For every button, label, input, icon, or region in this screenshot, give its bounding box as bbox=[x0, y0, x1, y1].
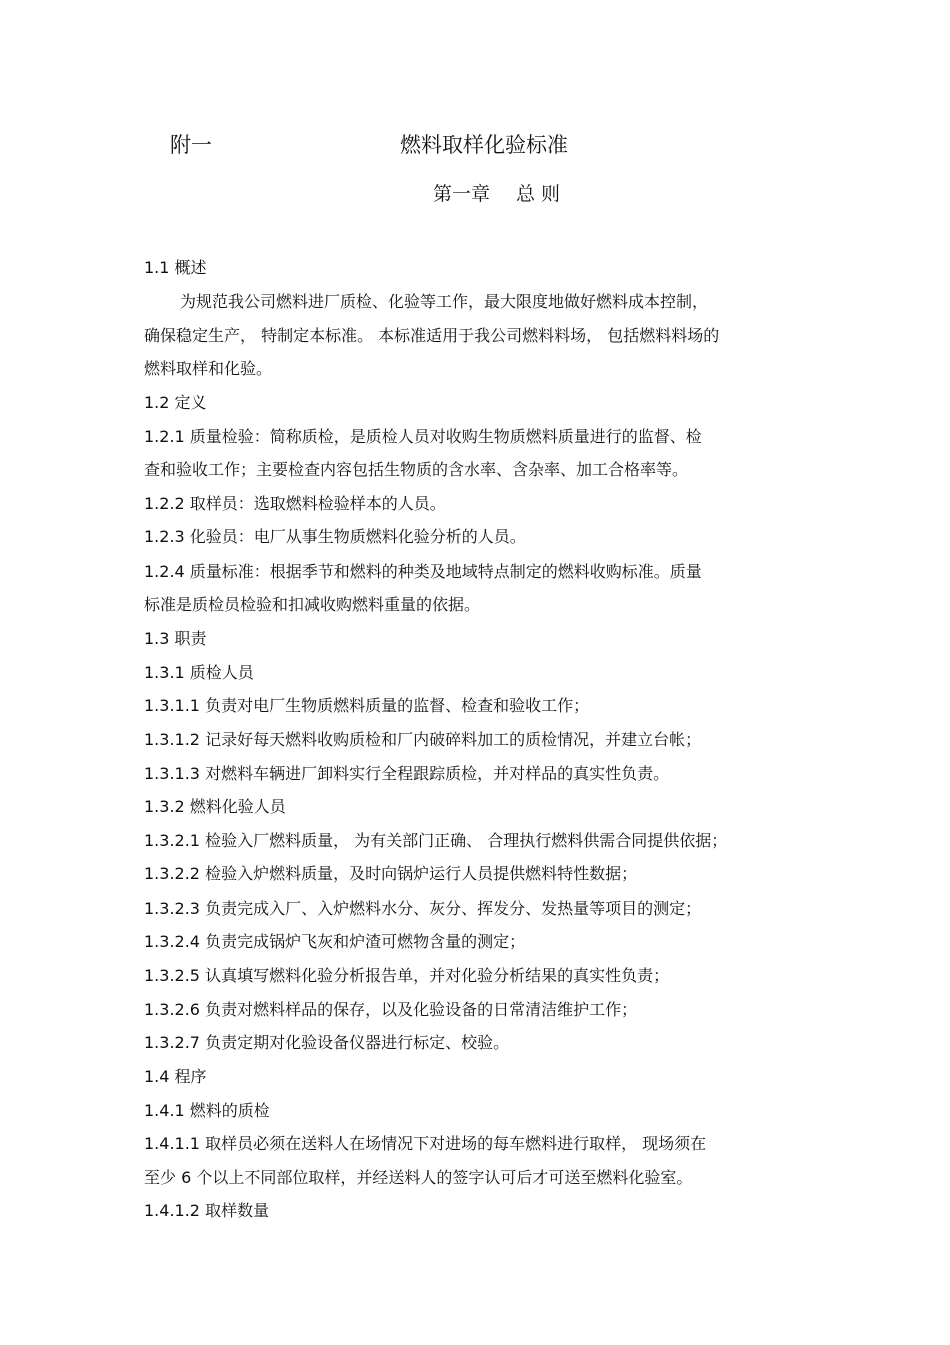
list-item: 1.3.2.3 负责完成入厂、入炉燃料水分、灰分、挥发分、发热量等项目的测定； bbox=[144, 899, 702, 918]
list-item: 1.4.1.2 取样数量 bbox=[144, 1201, 270, 1220]
chapter-heading bbox=[433, 179, 560, 206]
appendix-label: 附一 bbox=[170, 133, 212, 157]
paragraph-line: 查和验收工作；主要检查内容包括生物质的含水率、含杂率、加工合格率等。 bbox=[144, 460, 689, 479]
chapter-label: 第一章 bbox=[433, 183, 491, 205]
list-item: 1.3.2.2 检验入炉燃料质量，及时向锅炉运行人员提供燃料特性数据； bbox=[144, 864, 638, 883]
list-item: 1.3.2.6 负责对燃料样品的保存，以及化验设备的日常清洁维护工作； bbox=[144, 1000, 638, 1019]
section-heading: 1.1 概述 bbox=[144, 258, 207, 277]
subsection-heading: 1.3.1 质检人员 bbox=[144, 663, 254, 682]
list-item: 1.3.2.1 检验入厂燃料质量， 为有关部门正确、 合理执行燃料供需合同提供依据； bbox=[144, 831, 728, 850]
paragraph-line: 1.2.4 质量标准：根据季节和燃料的种类及地域特点制定的燃料收购标准。质量 bbox=[144, 562, 702, 581]
paragraph-line: 1.2.1 质量检验：简称质检，是质检人员对收购生物质燃料质量进行的监督、检 bbox=[144, 427, 702, 446]
list-item: 1.3.1.2 记录好每天燃料收购质检和厂内破碎料加工的质检情况，并建立台帐； bbox=[144, 730, 702, 749]
list-item: 1.3.2.7 负责定期对化验设备仪器进行标定、校验。 bbox=[144, 1033, 510, 1052]
section-heading: 1.4 程序 bbox=[144, 1067, 207, 1086]
list-item: 1.3.2.4 负责完成锅炉飞灰和炉渣可燃物含量的测定； bbox=[144, 932, 526, 951]
section-heading: 1.2 定义 bbox=[144, 393, 207, 412]
paragraph-line: 为规范我公司燃料进厂质检、化验等工作，最大限度地做好燃料成本控制， bbox=[180, 292, 709, 311]
list-item: 1.3.2.5 认真填写燃料化验分析报告单，并对化验分析结果的真实性负责； bbox=[144, 966, 670, 985]
chapter-title: 总 则 bbox=[516, 183, 561, 205]
paragraph-line: 1.2.3 化验员：电厂从事生物质燃料化验分析的人员。 bbox=[144, 527, 526, 546]
list-item: 1.3.1.3 对燃料车辆进厂卸料实行全程跟踪质检，并对样品的真实性负责。 bbox=[144, 764, 670, 783]
document-title: 燃料取样化验标准 bbox=[400, 133, 568, 157]
paragraph-line: 标准是质检员检验和扣减收购燃料重量的依据。 bbox=[144, 595, 481, 614]
list-item: 1.3.1.1 负责对电厂生物质燃料质量的监督、检查和验收工作； bbox=[144, 696, 590, 715]
paragraph-line: 确保稳定生产， 特制定本标准。 本标准适用于我公司燃料料场， 包括燃料料场的 bbox=[144, 326, 720, 345]
paragraph-line: 燃料取样和化验。 bbox=[144, 359, 273, 378]
subsection-heading: 1.4.1 燃料的质检 bbox=[144, 1101, 270, 1120]
list-item: 1.4.1.1 取样员必须在送料人在场情况下对进场的每车燃料进行取样， 现场须在 bbox=[144, 1134, 707, 1153]
section-heading: 1.3 职责 bbox=[144, 629, 207, 648]
paragraph-line: 1.2.2 取样员：选取燃料检验样本的人员。 bbox=[144, 494, 446, 513]
subsection-heading: 1.3.2 燃料化验人员 bbox=[144, 797, 286, 816]
paragraph-line: 至少 6 个以上不同部位取样，并经送料人的签字认可后才可送至燃料化验室。 bbox=[144, 1168, 693, 1187]
